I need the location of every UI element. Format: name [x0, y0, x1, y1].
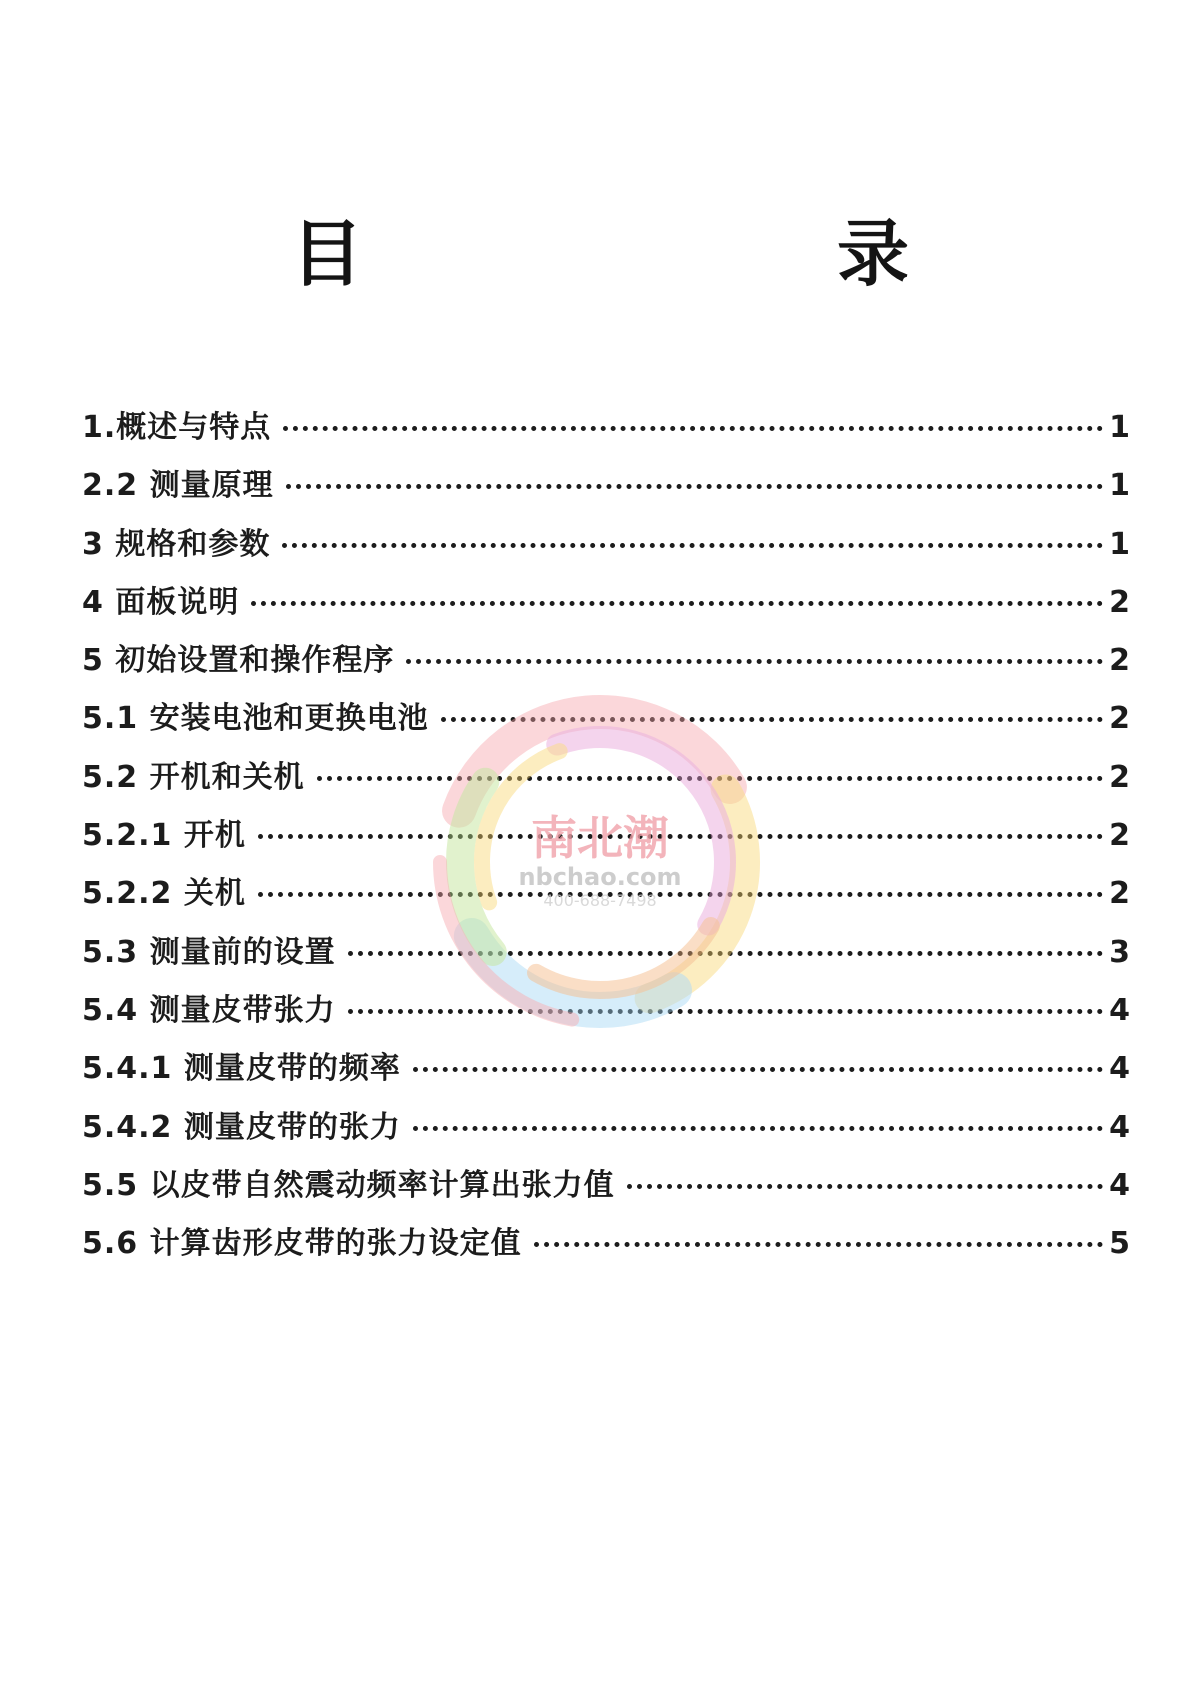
toc-entry[interactable]: [82, 460, 1130, 518]
toc-entry-page-number: 2: [1109, 759, 1130, 795]
toc-entry-page-number: 2: [1109, 818, 1130, 854]
toc-entry-page-number: 1: [1109, 468, 1130, 504]
page-title: 目 录: [290, 212, 1019, 296]
toc-entry-label: 1.概述与特点: [82, 410, 272, 445]
toc-dot-leader: [534, 1223, 1106, 1253]
toc-entry-label: 5.6 计算齿形皮带的张力设定值: [82, 1226, 522, 1262]
toc-entry-label: 2.2 测量原理: [82, 468, 274, 504]
toc-entry-label: 5.4 测量皮带张力: [82, 992, 336, 1028]
toc-entry-label: 5.2 开机和关机: [82, 759, 305, 795]
toc-entry[interactable]: [82, 635, 1130, 693]
toc-entry-page-number: 1: [1109, 410, 1130, 445]
toc-dot-leader: [283, 407, 1105, 437]
toc-entry-label: 5.2.1 开机: [82, 818, 246, 854]
toc-entry[interactable]: [82, 868, 1130, 926]
toc-entry-page-number: 2: [1109, 701, 1130, 737]
toc-entry-page-number: 2: [1109, 643, 1130, 679]
toc-entry-page-number: 4: [1109, 1167, 1130, 1203]
toc-dot-leader: [406, 640, 1105, 670]
toc-entry[interactable]: [82, 927, 1130, 985]
toc-entry[interactable]: [82, 810, 1130, 868]
toc-entry-label: 3 规格和参数: [82, 526, 271, 562]
toc-entry[interactable]: [82, 1160, 1130, 1218]
toc-dot-leader: [413, 1107, 1105, 1137]
toc-entry[interactable]: [82, 693, 1130, 751]
toc-entry[interactable]: [82, 1043, 1130, 1101]
toc-entry-label: 5.5 以皮带自然震动频率计算出张力值: [82, 1167, 615, 1203]
watermark-brand-cn: 南北潮: [531, 811, 669, 865]
table-of-contents: [82, 402, 1130, 1276]
toc-dot-leader: [282, 524, 1105, 554]
toc-entry-label: 5.2.2 关机: [82, 876, 246, 912]
toc-entry[interactable]: [82, 1218, 1130, 1276]
toc-entry-label: 5 初始设置和操作程序: [82, 643, 395, 679]
toc-entry-page-number: 4: [1109, 992, 1130, 1028]
toc-entry[interactable]: [82, 1102, 1130, 1160]
toc-entry[interactable]: [82, 519, 1130, 577]
watermark-brand-en: nbchao.com: [518, 863, 682, 891]
toc-dot-leader: [258, 815, 1105, 845]
toc-entry-label: 4 面板说明: [82, 584, 240, 620]
toc-dot-leader: [348, 932, 1106, 962]
toc-entry-label: 5.4.2 测量皮带的张力: [82, 1109, 401, 1145]
toc-entry[interactable]: [82, 577, 1130, 635]
toc-dot-leader: [627, 1165, 1106, 1195]
toc-dot-leader: [413, 1048, 1105, 1078]
toc-entry-label: 5.4.1 测量皮带的频率: [82, 1051, 401, 1087]
toc-entry[interactable]: [82, 752, 1130, 810]
toc-entry-page-number: 4: [1109, 1051, 1130, 1087]
toc-dot-leader: [317, 757, 1106, 787]
toc-entry[interactable]: [82, 402, 1130, 460]
toc-entry-page-number: 1: [1109, 526, 1130, 562]
toc-dot-leader: [286, 465, 1106, 495]
toc-dot-leader: [441, 698, 1106, 728]
watermark-phone: 400-688-7498: [543, 891, 657, 910]
toc-entry[interactable]: [82, 985, 1130, 1043]
toc-dot-leader: [258, 873, 1105, 903]
toc-entry-label: 5.3 测量前的设置: [82, 934, 336, 970]
toc-entry-page-number: 2: [1109, 584, 1130, 620]
toc-entry-page-number: 4: [1109, 1109, 1130, 1145]
toc-entry-page-number: 3: [1109, 934, 1130, 970]
toc-entry-page-number: 5: [1109, 1226, 1130, 1262]
toc-entry-label: 5.1 安装电池和更换电池: [82, 701, 429, 737]
toc-entry-page-number: 2: [1109, 876, 1130, 912]
toc-dot-leader: [348, 990, 1106, 1020]
toc-dot-leader: [251, 582, 1105, 612]
